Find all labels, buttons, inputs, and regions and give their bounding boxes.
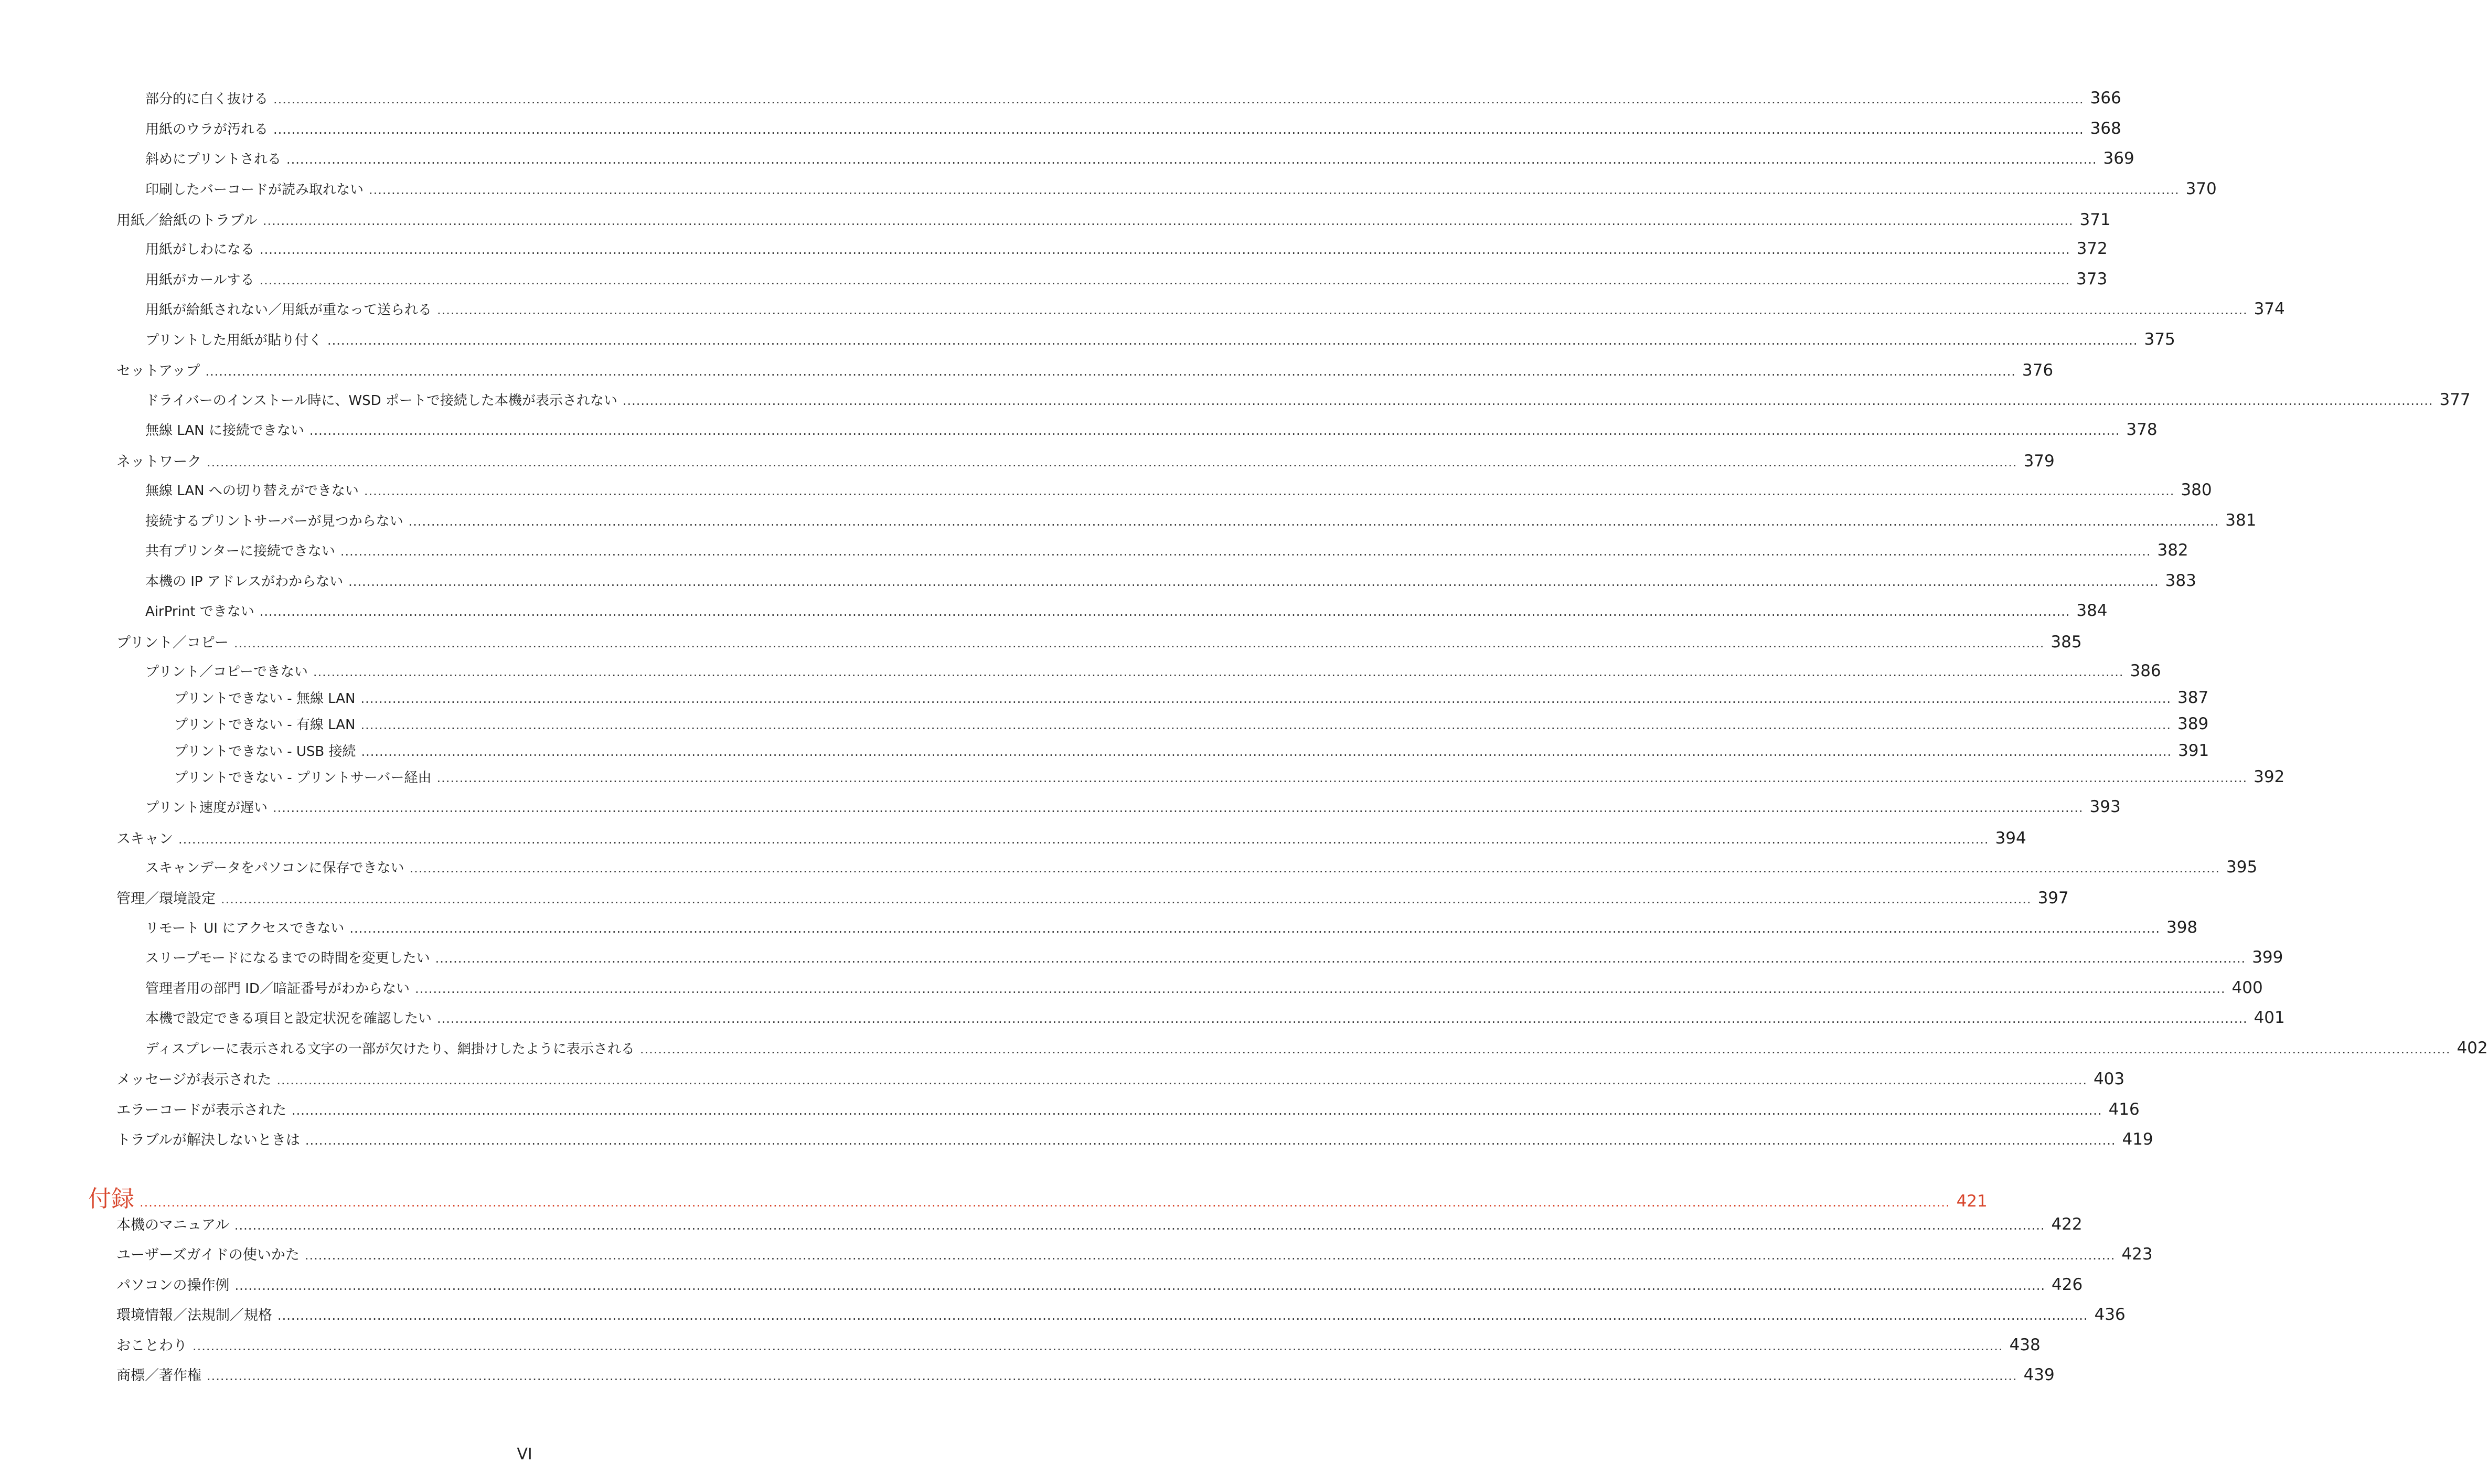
- toc-entry-page: 366: [2090, 89, 2121, 108]
- toc-entry-title: リモート UI にアクセスできない: [145, 921, 345, 936]
- toc-entry-page: 439: [2023, 1365, 2055, 1384]
- toc-entry[interactable]: [174, 688, 2209, 707]
- toc-entry-page: 392: [2254, 767, 2285, 786]
- toc-entry[interactable]: [116, 887, 2069, 908]
- dot-leader: ................................................................................................................................................................................................................................................................................................................................................................................................................: [259, 273, 2070, 287]
- toc-entry-page: 383: [2165, 571, 2196, 590]
- dot-leader: ................................................................................................................................................................................................................................................................................................................................................................................................................: [437, 1011, 2248, 1026]
- toc-entry-title: ネットワーク: [116, 454, 201, 470]
- toc-entry[interactable]: [145, 797, 2121, 816]
- dot-leader: ................................................................................................................................................................................................................................................................................................................................................................................................................: [408, 514, 2219, 529]
- toc-entry-page: 379: [2023, 452, 2055, 471]
- toc-entry-page: 381: [2225, 511, 2257, 530]
- toc-entry-title: プリント／コピー: [116, 635, 229, 651]
- dot-leader: ................................................................................................................................................................................................................................................................................................................................................................................................................: [272, 800, 2084, 815]
- toc-entry-page: 386: [2130, 661, 2161, 680]
- toc-entry-title: 用紙のウラが汚れる: [145, 122, 269, 137]
- dot-leader: ................................................................................................................................................................................................................................................................................................................................................................................................................: [349, 921, 2160, 936]
- toc-entry[interactable]: [145, 978, 2263, 997]
- dot-leader: ................................................................................................................................................................................................................................................................................................................................................................................................................: [234, 1278, 2046, 1293]
- toc-entry-page: 422: [2051, 1215, 2083, 1234]
- dot-leader: ................................................................................................................................................................................................................................................................................................................................................................................................................: [364, 484, 2175, 498]
- toc-entry[interactable]: [174, 741, 2209, 760]
- dot-leader: ................................................................................................................................................................................................................................................................................................................................................................................................................: [309, 423, 2120, 438]
- toc-entry[interactable]: [116, 1098, 2140, 1119]
- toc-entry[interactable]: [116, 827, 2026, 848]
- toc-entry-page: 398: [2166, 918, 2198, 937]
- toc-entry-page: 395: [2226, 858, 2258, 877]
- toc-entry[interactable]: [116, 450, 2055, 471]
- toc-entry-page: 421: [1956, 1192, 1988, 1211]
- dot-leader: ................................................................................................................................................................................................................................................................................................................................................................................................................: [207, 455, 2017, 469]
- dot-leader: ................................................................................................................................................................................................................................................................................................................................................................................................................: [205, 364, 2016, 379]
- toc-entry-title: プリントできない - 無線 LAN: [174, 691, 356, 707]
- toc-entry-title: 無線 LAN に接続できない: [145, 423, 304, 439]
- toc-entry-title: 用紙がカールする: [145, 272, 254, 288]
- toc-entry[interactable]: [116, 359, 2054, 380]
- toc-entry-title: 用紙が給紙されない／用紙が重なって送られる: [145, 302, 432, 318]
- dot-leader: ................................................................................................................................................................................................................................................................................................................................................................................................................: [234, 1218, 2045, 1233]
- toc-entry-page: 438: [2009, 1336, 2041, 1354]
- toc-entry-title: 管理者用の部門 ID／暗証番号がわからない: [145, 981, 410, 997]
- dot-leader: ................................................................................................................................................................................................................................................................................................................................................................................................................: [340, 544, 2151, 559]
- dot-leader: ................................................................................................................................................................................................................................................................................................................................................................................................................: [140, 1195, 1950, 1210]
- toc-entry-title: 管理／環境設定: [116, 891, 216, 907]
- toc-entry-title: 環境情報／法規制／規格: [116, 1307, 272, 1323]
- toc-entry[interactable]: [116, 1364, 2055, 1384]
- toc-entry-title: プリントできない - 有線 LAN: [174, 717, 356, 733]
- toc-entry[interactable]: [116, 209, 2111, 229]
- toc-entry[interactable]: [145, 179, 2217, 198]
- toc-entry-page: 403: [2093, 1070, 2125, 1088]
- toc-entry[interactable]: [145, 480, 2212, 499]
- dot-leader: ................................................................................................................................................................................................................................................................................................................................................................................................................: [369, 183, 2180, 197]
- toc-entry-page: 387: [2177, 688, 2209, 707]
- toc-entry-title: プリントできない - プリントサーバー経由: [174, 770, 432, 786]
- toc-entry-page: 375: [2144, 330, 2175, 349]
- toc-chapter-entry[interactable]: [88, 1180, 1988, 1213]
- dot-leader: ................................................................................................................................................................................................................................................................................................................................................................................................................: [273, 92, 2084, 106]
- dot-leader: ................................................................................................................................................................................................................................................................................................................................................................................................................: [276, 1073, 2087, 1087]
- toc-entry[interactable]: [145, 571, 2196, 590]
- toc-entry[interactable]: [116, 1068, 2125, 1088]
- toc-entry-page: 400: [2231, 978, 2263, 997]
- toc-entry-title: 用紙がしわになる: [145, 242, 255, 258]
- toc-entry-title: スキャン: [116, 831, 173, 847]
- toc-entry-page: 380: [2181, 481, 2212, 499]
- dot-leader: ................................................................................................................................................................................................................................................................................................................................................................................................................: [348, 574, 2159, 589]
- toc-entry-title: 部分的に白く抜ける: [145, 91, 269, 107]
- toc-entry[interactable]: [145, 540, 2188, 560]
- dot-leader: ................................................................................................................................................................................................................................................................................................................................................................................................................: [437, 303, 2248, 317]
- toc-entry[interactable]: [145, 239, 2108, 258]
- dot-leader: ................................................................................................................................................................................................................................................................................................................................................................................................................: [259, 604, 2070, 619]
- toc-entry-page: 384: [2076, 601, 2108, 620]
- toc-entry-page: 368: [2090, 119, 2121, 138]
- dot-leader: ................................................................................................................................................................................................................................................................................................................................................................................................................: [360, 718, 2172, 732]
- dot-leader: ................................................................................................................................................................................................................................................................................................................................................................................................................: [304, 1248, 2116, 1263]
- toc-entry[interactable]: [145, 119, 2121, 138]
- toc-entry-page: 394: [1995, 829, 2026, 848]
- toc-entry[interactable]: [145, 299, 2285, 318]
- toc-entry-title: 本機で設定できる項目と設定状況を確認したい: [145, 1011, 432, 1027]
- toc-entry[interactable]: [116, 1128, 2153, 1149]
- toc-entry-title: トラブルが解決しないときは: [116, 1132, 300, 1148]
- toc-entry-page: 423: [2121, 1245, 2153, 1264]
- toc-entry-page: 377: [2439, 390, 2471, 409]
- toc-entry[interactable]: [145, 269, 2108, 289]
- toc-entry[interactable]: [145, 601, 2108, 620]
- toc-entry-title: 無線 LAN への切り替えができない: [145, 483, 359, 499]
- toc-entry-page: 374: [2254, 300, 2285, 318]
- toc-entry-page: 391: [2178, 741, 2209, 760]
- dot-leader: ................................................................................................................................................................................................................................................................................................................................................................................................................: [435, 951, 2246, 966]
- toc-entry-title: 印刷したバーコードが読み取れない: [145, 182, 364, 198]
- toc-entry-title: AirPrint できない: [145, 604, 254, 620]
- dot-leader: ................................................................................................................................................................................................................................................................................................................................................................................................................: [313, 665, 2124, 679]
- toc-entry-title: ユーザーズガイドの使いかた: [116, 1247, 300, 1263]
- page-number: VI: [517, 1445, 532, 1464]
- dot-leader: ................................................................................................................................................................................................................................................................................................................................................................................................................: [622, 393, 2433, 408]
- toc-entry-page: 397: [2037, 889, 2069, 908]
- toc-entry-title: エラーコードが表示された: [116, 1102, 286, 1118]
- toc-entry-title: 共有プリンターに接続できない: [145, 543, 335, 559]
- dot-leader: ................................................................................................................................................................................................................................................................................................................................................................................................................: [327, 333, 2138, 348]
- toc-entry-title: プリント／コピーできない: [145, 664, 308, 680]
- toc-entry-title: 付録: [88, 1186, 134, 1212]
- dot-leader: ................................................................................................................................................................................................................................................................................................................................................................................................................: [193, 1339, 2003, 1353]
- toc-entry-title: メッセージが表示された: [116, 1072, 272, 1088]
- toc-entry-page: 372: [2076, 239, 2108, 258]
- toc-entry[interactable]: [145, 917, 2198, 937]
- toc-entry[interactable]: [116, 1213, 2083, 1234]
- toc-entry-title: パソコンの操作例: [116, 1277, 230, 1294]
- toc-entry-title: 斜めにプリントされる: [145, 152, 281, 167]
- toc-entry[interactable]: [116, 1243, 2153, 1264]
- toc-entry-page: 370: [2185, 179, 2217, 198]
- toc-entry[interactable]: [145, 857, 2258, 877]
- toc-entry-title: 商標／著作権: [116, 1368, 201, 1384]
- toc-entry[interactable]: [145, 661, 2161, 680]
- toc-entry-title: 用紙／給紙のトラブル: [116, 212, 258, 229]
- toc-entry-title: プリント速度が遅い: [145, 800, 268, 816]
- toc-entry[interactable]: [145, 88, 2121, 108]
- toc-entry[interactable]: [145, 1038, 2488, 1058]
- toc-entry-title: 本機の IP アドレスがわからない: [145, 574, 344, 590]
- dot-leader: ................................................................................................................................................................................................................................................................................................................................................................................................................: [277, 1308, 2088, 1323]
- toc-entry[interactable]: [145, 510, 2257, 530]
- toc-entry[interactable]: [145, 329, 2175, 349]
- toc-entry-page: 419: [2122, 1130, 2153, 1149]
- dot-leader: ................................................................................................................................................................................................................................................................................................................................................................................................................: [286, 152, 2097, 167]
- dot-leader: ................................................................................................................................................................................................................................................................................................................................................................................................................: [292, 1103, 2102, 1118]
- toc-entry-page: 401: [2254, 1008, 2285, 1027]
- toc-entry-page: 436: [2094, 1305, 2126, 1324]
- toc-entry-title: セットアップ: [116, 363, 200, 379]
- dot-leader: ................................................................................................................................................................................................................................................................................................................................................................................................................: [361, 744, 2172, 759]
- toc-entry-page: 385: [2051, 633, 2082, 652]
- toc-entry[interactable]: [116, 1334, 2041, 1354]
- toc-entry[interactable]: [116, 1274, 2083, 1294]
- toc-entry-page: 426: [2052, 1275, 2083, 1294]
- toc-entry-page: 371: [2079, 210, 2111, 229]
- toc-entry-page: 378: [2126, 420, 2158, 439]
- toc-entry-title: ドライバーのインストール時に、WSD ポートで接続した本機が表示されない: [145, 393, 617, 409]
- dot-leader: ................................................................................................................................................................................................................................................................................................................................................................................................................: [178, 832, 1989, 847]
- dot-leader: ................................................................................................................................................................................................................................................................................................................................................................................................................: [360, 691, 2172, 706]
- toc-entry-title: 本機のマニュアル: [116, 1217, 229, 1233]
- dot-leader: ................................................................................................................................................................................................................................................................................................................................................................................................................: [305, 1133, 2116, 1148]
- dot-leader: ................................................................................................................................................................................................................................................................................................................................................................................................................: [273, 122, 2084, 137]
- toc-entry-title: プリントできない - USB 接続: [174, 744, 356, 760]
- toc-entry[interactable]: [116, 1304, 2126, 1324]
- toc-entry[interactable]: [145, 1008, 2285, 1027]
- toc-entry-page: 376: [2022, 361, 2054, 380]
- toc-entry-page: 399: [2252, 948, 2283, 967]
- dot-leader: ................................................................................................................................................................................................................................................................................................................................................................................................................: [436, 771, 2248, 785]
- toc-entry-page: 416: [2108, 1100, 2140, 1119]
- dot-leader: ................................................................................................................................................................................................................................................................................................................................................................................................................: [262, 213, 2074, 228]
- dot-leader: ................................................................................................................................................................................................................................................................................................................................................................................................................: [207, 1369, 2017, 1383]
- toc-entry-title: ディスプレーに表示される文字の一部が欠けたり、網掛けしたように表示される: [145, 1041, 635, 1057]
- toc-entry-title: 接続するプリントサーバーが見つからない: [145, 514, 403, 529]
- toc-entry[interactable]: [174, 714, 2209, 733]
- dot-leader: ................................................................................................................................................................................................................................................................................................................................................................................................................: [409, 861, 2220, 876]
- toc-entry-page: 393: [2089, 797, 2121, 816]
- toc-entry-page: 402: [2457, 1039, 2488, 1058]
- toc-entry[interactable]: [145, 390, 2471, 409]
- dot-leader: ................................................................................................................................................................................................................................................................................................................................................................................................................: [233, 636, 2045, 650]
- toc-entry[interactable]: [174, 767, 2285, 786]
- dot-leader: ................................................................................................................................................................................................................................................................................................................................................................................................................: [414, 981, 2226, 996]
- toc-entry[interactable]: [145, 947, 2283, 967]
- toc-entry-title: おことわり: [116, 1338, 187, 1354]
- toc-entry-title: プリントした用紙が貼り付く: [145, 333, 322, 348]
- toc-entry-page: 389: [2177, 714, 2209, 733]
- toc-entry-page: 373: [2076, 270, 2108, 289]
- dot-leader: ................................................................................................................................................................................................................................................................................................................................................................................................................: [221, 892, 2032, 906]
- toc-entry-title: スリープモードになるまでの時間を変更したい: [145, 951, 430, 966]
- toc-entry-page: 382: [2157, 541, 2188, 560]
- dot-leader: ................................................................................................................................................................................................................................................................................................................................................................................................................: [639, 1042, 2451, 1056]
- toc-entry-page: 369: [2103, 149, 2134, 168]
- toc-entry[interactable]: [116, 631, 2082, 652]
- dot-leader: ................................................................................................................................................................................................................................................................................................................................................................................................................: [260, 242, 2070, 257]
- toc-entry-title: スキャンデータをパソコンに保存できない: [145, 860, 404, 876]
- toc-entry[interactable]: [145, 420, 2158, 439]
- toc-entry[interactable]: [145, 148, 2134, 168]
